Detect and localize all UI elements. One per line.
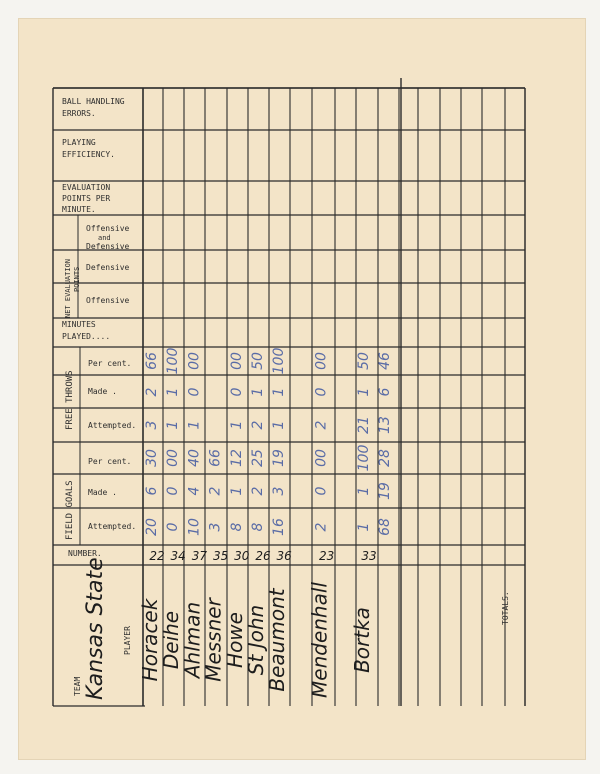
ball-handling-label-2: ERRORS. bbox=[62, 109, 96, 118]
team-label: TEAM bbox=[73, 676, 82, 696]
ft-per-cent-value: 00 bbox=[228, 352, 245, 370]
ft-attempted-value: 1 bbox=[165, 420, 182, 430]
fg-attempted-value: 16 bbox=[271, 518, 288, 536]
fg-per-cent-value: 28 bbox=[377, 449, 394, 467]
fg-made-value: 0 bbox=[313, 486, 330, 496]
fg-made-value: 4 bbox=[186, 486, 203, 496]
player-number: 30 bbox=[234, 549, 250, 563]
field-goals-label: FIELD GOALS bbox=[65, 480, 75, 540]
eval-points-label-3: MINUTE. bbox=[62, 205, 96, 214]
net-off-def-label-3: Defensive bbox=[86, 242, 130, 251]
ft-per-cent-value: 50 bbox=[356, 352, 372, 370]
fg-made-value: 1 bbox=[356, 486, 372, 496]
ft-attempted-label: Attempted. bbox=[88, 421, 137, 430]
player-number: 26 bbox=[255, 549, 271, 563]
fg-attempted-value: 1 bbox=[356, 522, 372, 532]
ft-per-cent-value: 00 bbox=[186, 352, 203, 370]
player-number: 23 bbox=[318, 549, 335, 563]
ft-attempted-value: 2 bbox=[313, 420, 330, 430]
fg-made-value: 2 bbox=[207, 486, 224, 496]
fg-attempted-value: 3 bbox=[207, 522, 224, 532]
player-number: 34 bbox=[170, 549, 186, 563]
net-off-def-label-1: Offensive bbox=[86, 224, 130, 233]
ft-attempted-value: 21 bbox=[356, 416, 372, 434]
ft-made-value: 2 bbox=[144, 387, 160, 397]
fg-made-value: 0 bbox=[165, 486, 182, 496]
player-name: Mendenhall bbox=[307, 582, 332, 698]
ft-attempted-value: 2 bbox=[250, 420, 266, 430]
net-off-def-label-2: and bbox=[98, 234, 111, 242]
ft-attempted-value: 1 bbox=[271, 420, 288, 430]
ft-made-value: 0 bbox=[186, 387, 203, 397]
fg-attempted-label: Attempted. bbox=[88, 522, 137, 531]
fg-per-cent-value: 66 bbox=[207, 449, 224, 467]
fg-made-value: 2 bbox=[250, 486, 266, 496]
minutes-label-2: PLAYED.... bbox=[62, 332, 111, 341]
fg-per-cent-value: 00 bbox=[313, 449, 330, 467]
minutes-label-1: MINUTES bbox=[62, 320, 96, 329]
ft-made-label: Made . bbox=[88, 387, 117, 396]
fg-attempted-value: 20 bbox=[144, 518, 160, 536]
ft-made-value: 0 bbox=[313, 387, 330, 397]
ft-made-value: 1 bbox=[271, 387, 288, 397]
fg-made-value: 3 bbox=[271, 486, 288, 496]
playing-efficiency-label-2: EFFICIENCY. bbox=[62, 150, 115, 159]
player-name: Beaumont bbox=[265, 588, 290, 692]
fg-attempted-value: 8 bbox=[250, 522, 266, 532]
ball-handling-label-1: BALL HANDLING bbox=[62, 97, 125, 106]
net-off-label: Offensive bbox=[86, 296, 130, 305]
fg-attempted-value: 8 bbox=[228, 522, 245, 532]
player-number: 22 bbox=[149, 549, 165, 563]
ft-per-cent-value: 100 bbox=[271, 347, 288, 375]
ft-attempted-value: 3 bbox=[144, 420, 160, 430]
fg-per-cent-label: Per cent. bbox=[88, 457, 132, 466]
ft-attempted-value: 1 bbox=[186, 420, 203, 430]
player-name: Messner bbox=[201, 598, 226, 682]
ft-per-cent-value: 100 bbox=[165, 347, 182, 375]
net-eval-label-1: NET EVALUATION bbox=[64, 258, 72, 318]
player-column bbox=[350, 352, 377, 673]
ft-made-value: 1 bbox=[356, 387, 372, 397]
player-number: 35 bbox=[212, 549, 229, 563]
ft-attempted-value: 1 bbox=[228, 420, 245, 430]
fg-attempted-value: 68 bbox=[377, 518, 394, 536]
fg-per-cent-value: 12 bbox=[228, 449, 245, 467]
player-name: Ahlman bbox=[180, 601, 205, 679]
ft-made-value: 0 bbox=[228, 387, 245, 397]
fg-attempted-value: 2 bbox=[313, 522, 330, 532]
fg-per-cent-value: 30 bbox=[144, 449, 160, 467]
ft-per-cent-value: 50 bbox=[250, 352, 266, 370]
fg-per-cent-value: 100 bbox=[356, 444, 372, 472]
totals-label: TOTALS. bbox=[501, 591, 510, 625]
player-number: 33 bbox=[361, 549, 377, 563]
net-def-label: Defensive bbox=[86, 263, 130, 272]
eval-points-label-2: POINTS PER bbox=[62, 194, 111, 203]
player-columns bbox=[138, 348, 393, 698]
fg-per-cent-value: 00 bbox=[165, 449, 182, 467]
ft-per-cent-value: 66 bbox=[144, 352, 160, 370]
ft-per-cent-value: 46 bbox=[377, 352, 394, 370]
fg-attempted-value: 0 bbox=[165, 522, 182, 532]
player-name: Deihe bbox=[159, 610, 184, 670]
number-label: NUMBER. bbox=[68, 549, 102, 558]
team-name: Kansas State bbox=[83, 557, 108, 700]
fg-made-value: 19 bbox=[377, 482, 394, 500]
net-eval-label-2: POINTS bbox=[73, 266, 81, 292]
playing-efficiency-label-1: PLAYING bbox=[62, 138, 96, 147]
ft-made-value: 1 bbox=[250, 387, 266, 397]
fg-made-label: Made . bbox=[88, 488, 117, 497]
eval-points-label-1: EVALUATION bbox=[62, 183, 111, 192]
player-name: St John bbox=[244, 604, 268, 676]
ft-made-value: 1 bbox=[165, 387, 182, 397]
fg-attempted-value: 10 bbox=[186, 518, 203, 536]
ft-attempted-value: 13 bbox=[377, 416, 394, 434]
player-number: 36 bbox=[276, 549, 292, 563]
player-name: Horacek bbox=[138, 598, 162, 682]
ft-made-value: 6 bbox=[377, 387, 394, 397]
player-name: Bortka bbox=[350, 607, 374, 673]
fg-per-cent-value: 40 bbox=[186, 449, 203, 467]
fg-made-value: 1 bbox=[228, 486, 245, 496]
fg-made-value: 6 bbox=[144, 486, 160, 496]
player-name: Howe bbox=[222, 612, 247, 668]
ft-per-cent-label: Per cent. bbox=[88, 359, 132, 368]
free-throws-label: FREE THROWS bbox=[65, 370, 75, 430]
fg-per-cent-value: 25 bbox=[250, 449, 266, 467]
ft-per-cent-value: 00 bbox=[313, 352, 330, 370]
player-number: 37 bbox=[191, 549, 208, 563]
player-label: PLAYER bbox=[123, 626, 132, 655]
fg-per-cent-value: 19 bbox=[271, 449, 288, 467]
